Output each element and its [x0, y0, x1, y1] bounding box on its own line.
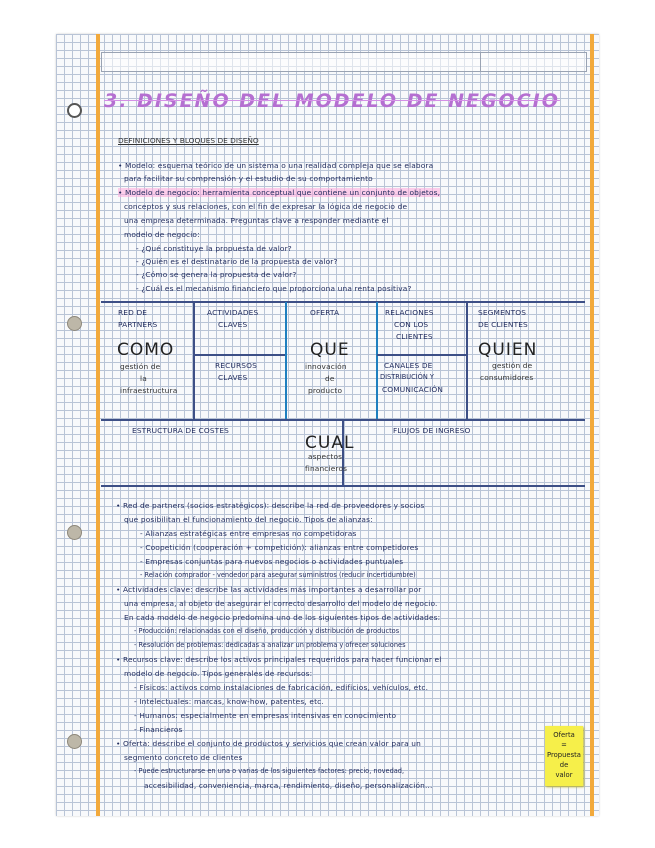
canvas-border-top: [101, 301, 585, 303]
sticky-line: Propuesta: [547, 751, 581, 759]
resources-label: CLAVES: [218, 373, 248, 382]
body-line: • Recursos clave: describe los activos principales requeridos para hacer funcionar el: [116, 655, 442, 664]
offer-note: innovación: [305, 362, 347, 371]
canvas-offer-border: [376, 302, 378, 419]
intro-line: • Modelo: esquema teórico de un sistema o una realidad compleja que se elabora: [118, 161, 434, 170]
section-subtitle: DEFINICIONES Y BLOQUES DE DISEÑO: [118, 136, 259, 145]
channels-label: CANALES DE: [384, 361, 433, 370]
partners-label: RED DE: [118, 308, 148, 317]
activities-label: ACTIVIDADES: [207, 308, 259, 317]
body-line: - Intelectuales: marcas, know-how, patentes, etc.: [134, 697, 324, 706]
punch-hole: [67, 103, 82, 118]
intro-question: - ¿Qué constituye la propuesta de valor?: [136, 244, 292, 253]
body-line: una empresa, al objeto de asegurar el correcto desarrollo del modelo de negocio.: [124, 599, 438, 608]
canvas-divider: [193, 354, 286, 356]
left-margin-line: [96, 34, 100, 816]
partners-note: infraestructura: [120, 386, 178, 395]
canvas-divider: [466, 302, 468, 419]
intro-question: - ¿Cuál es el mecanismo financiero que proporciona una renta positiva?: [136, 284, 412, 293]
body-line: - Humanos: especialmente en empresas intensivas en conocimiento: [134, 711, 397, 720]
body-line: - Coopetición (cooperación + competición): alianzas entre competidores: [140, 543, 419, 552]
center-big-word: CUAL: [305, 433, 355, 453]
costs-label: ESTRUCTURA DE COSTES: [132, 426, 229, 435]
punch-hole: [67, 525, 82, 540]
body-line: - Puede estructurarse en una o varias de los siguientes factores: precio, novedad,: [134, 767, 405, 775]
intro-question: - ¿Cómo se genera la propuesta de valor?: [136, 270, 297, 279]
punch-hole: [67, 734, 82, 749]
sticky-line: Oferta: [553, 731, 575, 739]
body-line: segmento concreto de clientes: [124, 753, 243, 762]
body-line: - Relación comprador - vendedor para asegurar suministros (reducir incertidumbre): [140, 571, 416, 579]
partners-big-word: COMO: [117, 340, 175, 360]
page-title: 3. DISEÑO DEL MODELO DE NEGOCIO: [104, 90, 560, 112]
center-note: aspectos: [308, 452, 343, 461]
offer-note: producto: [308, 386, 343, 395]
sticky-note: [545, 726, 583, 786]
intro-question: - ¿Quién es el destinatario de la propuesta de valor?: [136, 257, 338, 266]
offer-label: OFERTA: [310, 308, 340, 317]
revenue-label: FLUJOS DE INGRESO: [393, 426, 471, 435]
body-line: • Actividades clave: describe las actividades más importantes a desarrollar por: [116, 585, 422, 594]
channels-label: DISTRIBUCIÓN Y: [380, 373, 434, 381]
body-line: - Empresas conjuntas para nuevos negocios o actividades puntuales: [140, 557, 404, 566]
segments-label: SEGMENTOS: [478, 308, 527, 317]
punch-hole: [67, 316, 82, 331]
sticky-line: de: [559, 761, 569, 769]
body-line: - Físicos: activos como instalaciones de fabricación, edificios, vehículos, etc.: [134, 683, 429, 692]
body-line: - Producción: relacionadas con el diseño, producción y distribución de productos: [134, 627, 400, 635]
segments-note: consumidores: [480, 373, 534, 382]
partners-note: gestión de: [120, 362, 161, 371]
sticky-line: =: [561, 741, 567, 749]
intro-line: para facilitar su comprensión y el estudio de su comportamiento: [124, 174, 373, 183]
offer-note: de: [325, 374, 335, 383]
body-line: accesibilidad, conveniencia, marca, rendimiento, diseño, personalización...: [144, 781, 433, 790]
body-line: • Oferta: describe el conjunto de productos y servicios que crean valor para un: [116, 739, 421, 748]
body-line: - Alianzas estratégicas entre empresas no competidoras: [140, 529, 357, 538]
sticky-line: valor: [555, 771, 573, 779]
body-line: - Financieros: [134, 725, 183, 734]
partners-note: la: [140, 374, 147, 383]
intro-line: • Modelo de negocio: herramienta conceptual que contiene un conjunto de objetos,: [118, 188, 441, 197]
relations-label: CON LOS: [394, 320, 429, 329]
body-line: que posibilitan el funcionamiento del negocio. Tipos de alianzas:: [124, 515, 373, 524]
right-margin-line: [590, 34, 594, 816]
body-line: - Resolución de problemas: dedicadas a analizar un problema y ofrecer soluciones: [134, 641, 406, 649]
relations-label: CLIENTES: [396, 332, 433, 341]
segments-label: DE CLIENTES: [478, 320, 528, 329]
intro-line: modelo de negocio:: [124, 230, 200, 239]
intro-line: una empresa determinada. Preguntas clave a responder mediante el: [124, 216, 389, 225]
header-divider: [480, 52, 481, 72]
partners-label: PARTNERS: [118, 320, 158, 329]
center-note: financieros: [305, 464, 348, 473]
relations-label: RELACIONES: [385, 308, 434, 317]
canvas-divider: [377, 354, 467, 356]
header-box: [101, 52, 587, 72]
offer-big-word: QUE: [310, 340, 350, 360]
canvas-divider: [342, 420, 344, 486]
channels-label: COMUNICACIÓN: [382, 385, 444, 394]
intro-line: conceptos y sus relaciones, con el fin de expresar la lógica de negocio de: [124, 202, 408, 211]
activities-label: CLAVES: [218, 320, 248, 329]
resources-label: RECURSOS: [215, 361, 257, 370]
body-line: modelo de negocio. Tipos generales de recursos:: [124, 669, 313, 678]
body-line: • Red de partners (socios estratégicos): describe la red de proveedores y socios: [116, 501, 425, 510]
canvas-divider: [193, 302, 195, 419]
canvas-offer-border: [285, 302, 287, 419]
body-line: En cada modelo de negocio predomina uno de los siguientes tipos de actividades:: [124, 613, 441, 622]
segments-big-word: QUIEN: [478, 340, 538, 360]
segments-note: gestión de: [492, 361, 533, 370]
